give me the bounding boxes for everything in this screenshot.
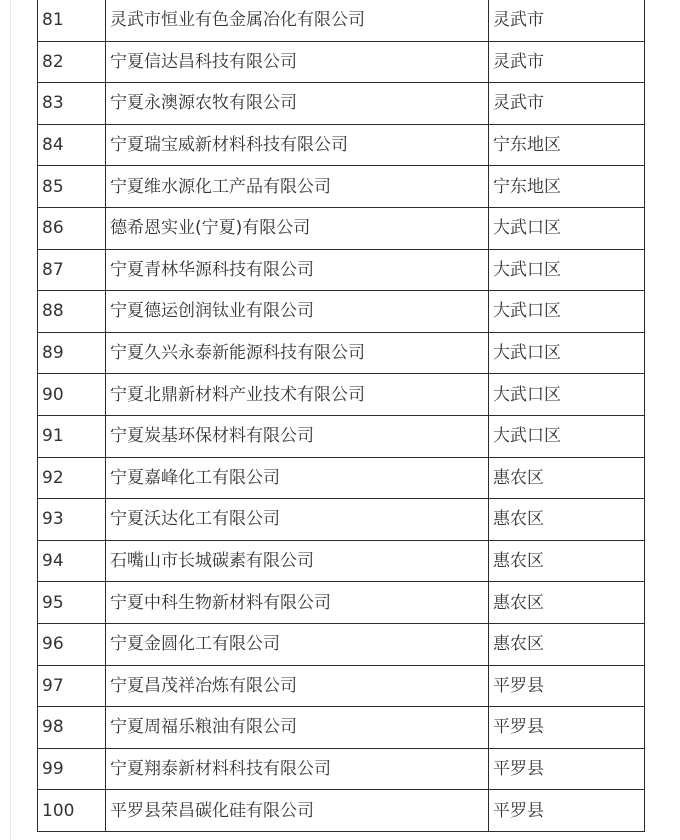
row-number: 97 [38, 665, 106, 707]
region-name: 惠农区 [489, 540, 645, 582]
company-name: 宁夏久兴永泰新能源科技有限公司 [106, 332, 489, 374]
region-name: 大武口区 [489, 249, 645, 291]
region-name: 灵武市 [489, 83, 645, 125]
table-row [38, 707, 645, 749]
table-row [38, 374, 645, 416]
company-name: 宁夏炭基环保材料有限公司 [106, 415, 489, 457]
row-number: 96 [38, 623, 106, 665]
table-row [38, 41, 645, 83]
table-row [38, 124, 645, 166]
region-name: 平罗县 [489, 748, 645, 790]
row-number: 100 [38, 790, 106, 832]
company-name: 宁夏翔泰新材料科技有限公司 [106, 748, 489, 790]
table-row [38, 582, 645, 624]
table-row [38, 665, 645, 707]
region-name: 平罗县 [489, 707, 645, 749]
region-name: 大武口区 [489, 332, 645, 374]
table-row [38, 166, 645, 208]
company-name: 宁夏信达昌科技有限公司 [106, 41, 489, 83]
row-number: 87 [38, 249, 106, 291]
table-row [38, 540, 645, 582]
region-name: 大武口区 [489, 291, 645, 333]
table-row [38, 457, 645, 499]
table-row [38, 291, 645, 333]
table-row [38, 249, 645, 291]
row-number: 84 [38, 124, 106, 166]
row-number: 88 [38, 291, 106, 333]
row-number: 81 [38, 0, 106, 41]
company-name: 宁夏青林华源科技有限公司 [106, 249, 489, 291]
table-row [38, 332, 645, 374]
region-name: 宁东地区 [489, 166, 645, 208]
row-number: 90 [38, 374, 106, 416]
left-border-line [10, 0, 11, 840]
company-name: 宁夏嘉峰化工有限公司 [106, 457, 489, 499]
region-name: 平罗县 [489, 790, 645, 832]
region-name: 平罗县 [489, 665, 645, 707]
region-name: 大武口区 [489, 374, 645, 416]
company-name: 宁夏中科生物新材料有限公司 [106, 582, 489, 624]
company-name: 德希恩实业(宁夏)有限公司 [106, 207, 489, 249]
row-number: 95 [38, 582, 106, 624]
company-name: 宁夏沃达化工有限公司 [106, 499, 489, 541]
company-table [37, 0, 645, 832]
table-row [38, 748, 645, 790]
row-number: 83 [38, 83, 106, 125]
region-name: 惠农区 [489, 499, 645, 541]
company-name: 宁夏瑞宝威新材料科技有限公司 [106, 124, 489, 166]
row-number: 94 [38, 540, 106, 582]
company-name: 宁夏德运创润钛业有限公司 [106, 291, 489, 333]
row-number: 92 [38, 457, 106, 499]
region-name: 灵武市 [489, 0, 645, 41]
company-name: 宁夏永澳源农牧有限公司 [106, 83, 489, 125]
region-name: 惠农区 [489, 457, 645, 499]
company-name: 宁夏北鼎新材料产业技术有限公司 [106, 374, 489, 416]
row-number: 99 [38, 748, 106, 790]
row-number: 82 [38, 41, 106, 83]
table-row [38, 790, 645, 832]
company-name: 宁夏昌茂祥冶炼有限公司 [106, 665, 489, 707]
table-row [38, 83, 645, 125]
row-number: 93 [38, 499, 106, 541]
region-name: 惠农区 [489, 582, 645, 624]
company-name: 灵武市恒业有色金属冶化有限公司 [106, 0, 489, 41]
region-name: 大武口区 [489, 207, 645, 249]
company-name: 石嘴山市长城碳素有限公司 [106, 540, 489, 582]
table-row [38, 623, 645, 665]
region-name: 宁东地区 [489, 124, 645, 166]
region-name: 惠农区 [489, 623, 645, 665]
table-row [38, 499, 645, 541]
company-name: 宁夏周福乐粮油有限公司 [106, 707, 489, 749]
row-number: 98 [38, 707, 106, 749]
company-name: 宁夏金圆化工有限公司 [106, 623, 489, 665]
row-number: 89 [38, 332, 106, 374]
row-number: 86 [38, 207, 106, 249]
table-row [38, 415, 645, 457]
table-row [38, 0, 645, 41]
region-name: 大武口区 [489, 415, 645, 457]
company-name: 平罗县荣昌碳化硅有限公司 [106, 790, 489, 832]
company-name: 宁夏维水源化工产品有限公司 [106, 166, 489, 208]
row-number: 85 [38, 166, 106, 208]
row-number: 91 [38, 415, 106, 457]
region-name: 灵武市 [489, 41, 645, 83]
table-row [38, 207, 645, 249]
